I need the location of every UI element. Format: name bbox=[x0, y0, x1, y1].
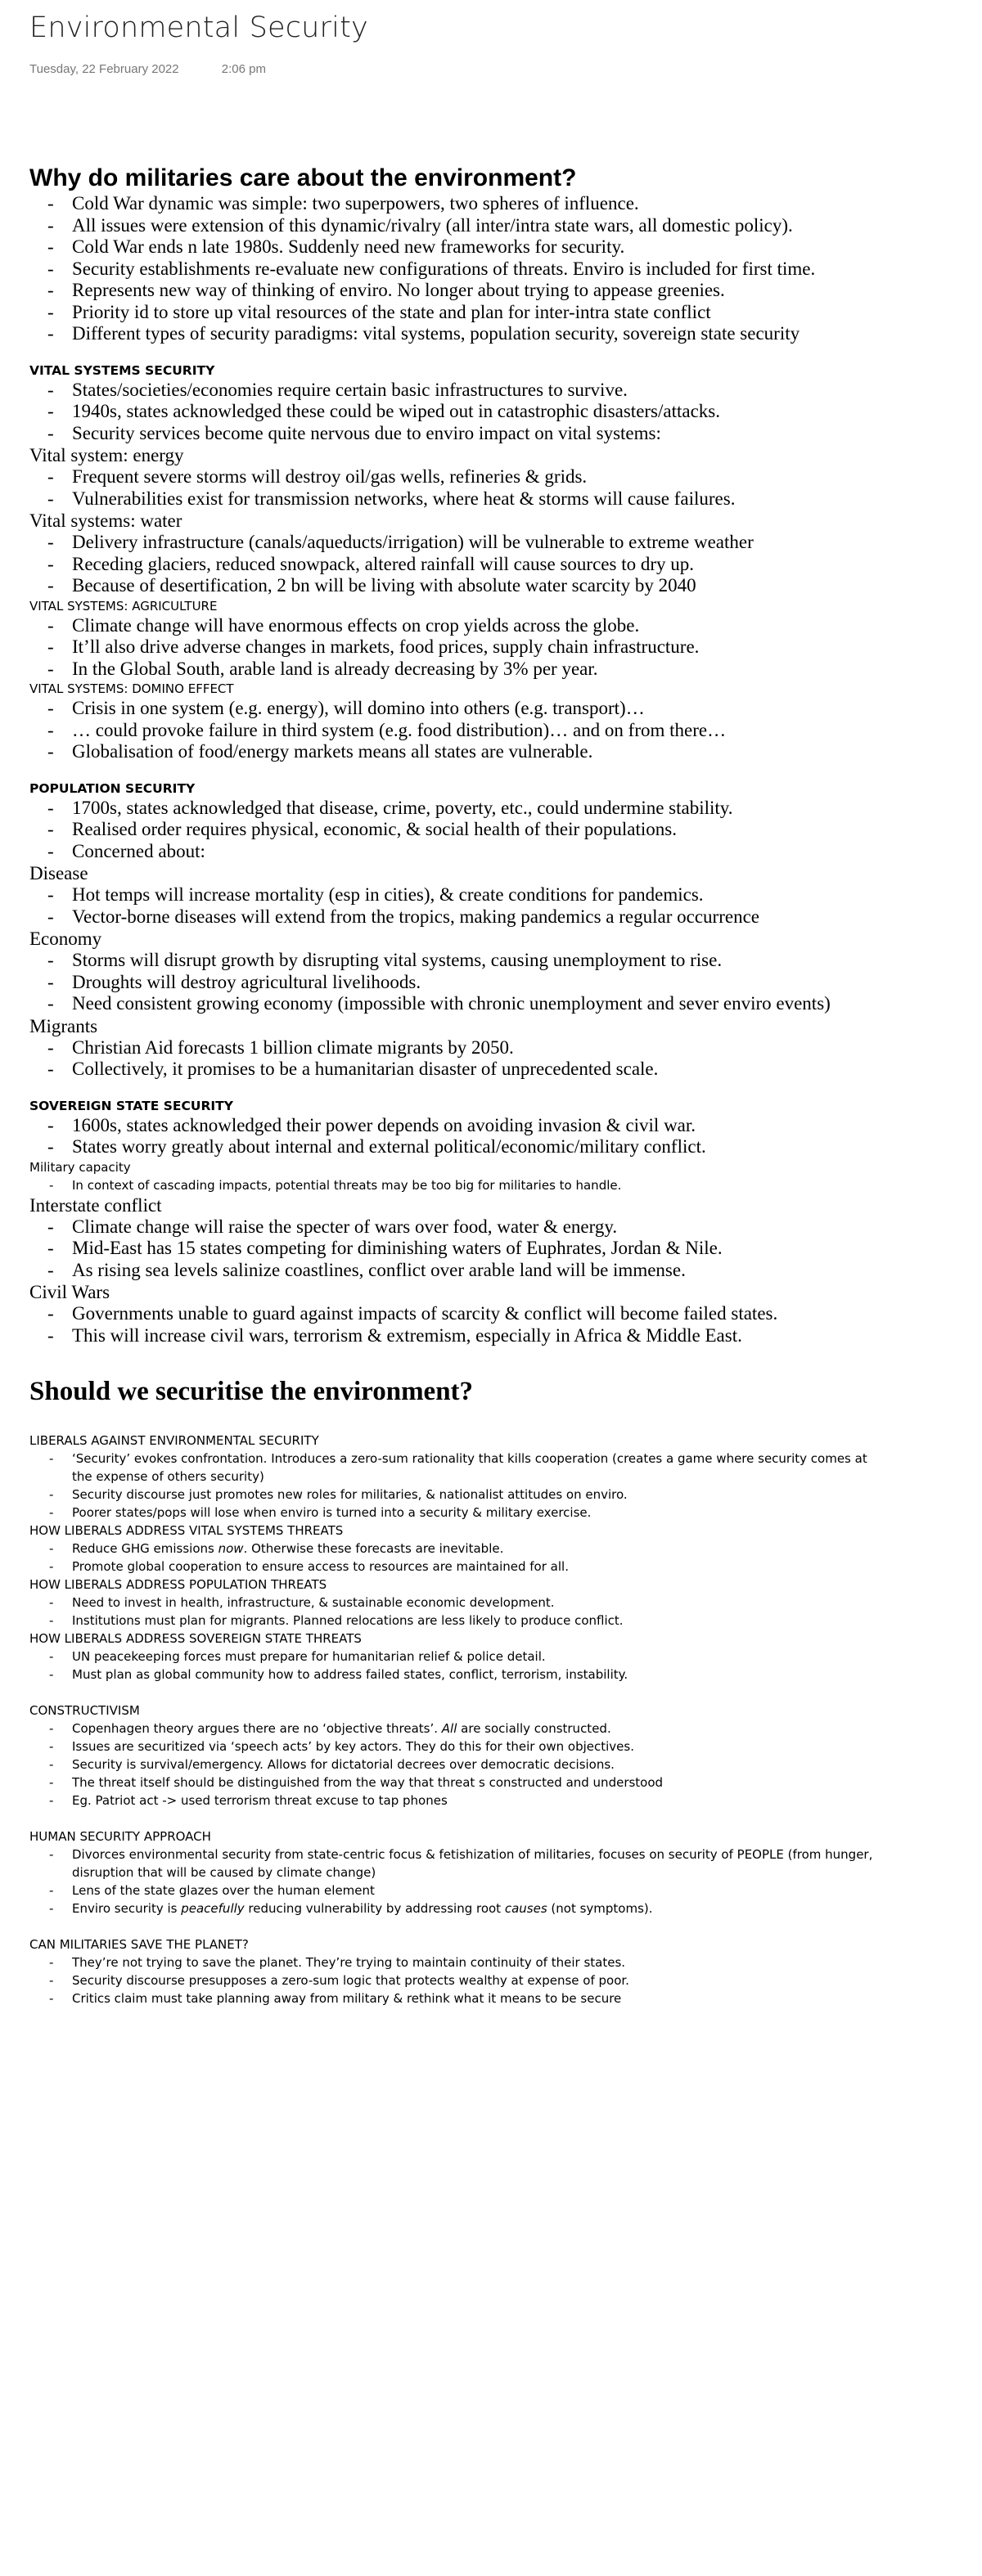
liberals-sovereign-heading: HOW LIBERALS ADDRESS SOVEREIGN STATE THREATS bbox=[29, 1631, 362, 1646]
civil-wars-subheading: Civil Wars bbox=[29, 1282, 110, 1302]
energy-list bbox=[29, 466, 889, 510]
list-item: - Security services become quite nervous due to enviro impact on vital systems: bbox=[29, 423, 889, 445]
liberals-sovereign-list bbox=[29, 1648, 889, 1684]
emphasis-text: peacefully bbox=[181, 1901, 245, 1916]
constructivism-list bbox=[29, 1720, 889, 1809]
economy-list bbox=[29, 950, 889, 1015]
list-item bbox=[29, 1720, 889, 1738]
list-item: - Cold War dynamic was simple: two superpowers, two spheres of influence. bbox=[29, 193, 889, 215]
militaries-planet-list bbox=[29, 1953, 889, 2007]
list-item: - Cold War ends n late 1980s. Suddenly need new frameworks for security. bbox=[29, 236, 889, 258]
list-item: - Critics claim must take planning away from military & rethink what it means to be secure bbox=[29, 1989, 889, 2007]
emphasis-text: causes bbox=[504, 1901, 547, 1916]
emphasis-text: now bbox=[218, 1541, 244, 1556]
emphasis-text: All bbox=[441, 1721, 457, 1736]
migrants-subheading: Migrants bbox=[29, 1015, 98, 1036]
agriculture-subheading: VITAL SYSTEMS: AGRICULTURE bbox=[29, 598, 218, 614]
list-item: - Realised order requires physical, economic, & social health of their populations. bbox=[29, 819, 889, 841]
interstate-subheading: Interstate conflict bbox=[29, 1194, 162, 1216]
liberals-vital-list bbox=[29, 1540, 889, 1576]
list-item: - States/societies/economies require certain basic infrastructures to survive. bbox=[29, 380, 889, 402]
vital-systems-heading: VITAL SYSTEMS SECURITY bbox=[29, 362, 215, 378]
sovereign-list bbox=[29, 1115, 889, 1158]
list-item: - Need consistent growing economy (impossible with chronic unemployment and sever enviro events) bbox=[29, 993, 889, 1015]
list-item: - This will increase civil wars, terrorism & extremism, especially in Africa & Middle East. bbox=[29, 1325, 889, 1347]
interstate-list bbox=[29, 1216, 889, 1282]
liberals-population-list bbox=[29, 1594, 889, 1630]
list-item: - Security establishments re-evaluate new configurations of threats. Enviro is included for first time. bbox=[29, 258, 889, 281]
list-item: - Crisis in one system (e.g. energy), will domino into others (e.g. transport)… bbox=[29, 698, 889, 720]
militaries-list bbox=[29, 193, 889, 345]
note-date: Tuesday, 22 February 2022 bbox=[29, 62, 179, 76]
list-item: - Climate change will have enormous effects on crop yields across the globe. bbox=[29, 615, 889, 637]
list-item: - Storms will disrupt growth by disrupting vital systems, causing unemployment to rise. bbox=[29, 950, 889, 972]
list-item: - 1700s, states acknowledged that disease, crime, poverty, etc., could undermine stability. bbox=[29, 798, 889, 820]
list-item: - Delivery infrastructure (canals/aqueducts/irrigation) will be vulnerable to extreme weather bbox=[29, 532, 889, 554]
list-item: - Vulnerabilities exist for transmission networks, where heat & storms will cause failures. bbox=[29, 488, 889, 510]
list-item: - Must plan as global community how to address failed states, conflict, terrorism, instability. bbox=[29, 1666, 889, 1684]
water-subheading: Vital systems: water bbox=[29, 510, 182, 531]
list-item: - Receding glaciers, reduced snowpack, altered rainfall will cause sources to dry up. bbox=[29, 554, 889, 576]
list-item: - The threat itself should be distinguished from the way that threat s constructed and understood bbox=[29, 1774, 889, 1792]
list-item: - Eg. Patriot act -> used terrorism threat excuse to tap phones bbox=[29, 1792, 889, 1809]
military-capacity-subheading: Military capacity bbox=[29, 1159, 131, 1175]
list-item: - Security is survival/emergency. Allows for dictatorial decrees over democratic decisions. bbox=[29, 1756, 889, 1774]
liberals-vital-heading: HOW LIBERALS ADDRESS VITAL SYSTEMS THREATS bbox=[29, 1523, 344, 1538]
list-item: - Lens of the state glazes over the human element bbox=[29, 1881, 889, 1899]
water-list bbox=[29, 532, 889, 597]
text-run: Enviro security is bbox=[72, 1901, 182, 1916]
list-item: - They’re not trying to save the planet. They’re trying to maintain continuity of their states. bbox=[29, 1953, 889, 1971]
text-run: reducing vulnerability by addressing root bbox=[244, 1901, 505, 1916]
list-item: - Christian Aid forecasts 1 billion climate migrants by 2050. bbox=[29, 1037, 889, 1059]
list-item: - Poorer states/pops will lose when enviro is turned into a security & military exercise. bbox=[29, 1504, 889, 1522]
list-item: - Security discourse presupposes a zero-sum logic that protects wealthy at expense of poor. bbox=[29, 1971, 889, 1989]
militaries-planet-heading: CAN MILITARIES SAVE THE PLANET? bbox=[29, 1937, 249, 1952]
list-item: - Promote global cooperation to ensure access to resources are maintained for all. bbox=[29, 1558, 889, 1576]
list-item: - Concerned about: bbox=[29, 841, 889, 863]
list-item bbox=[29, 1899, 889, 1917]
note-meta bbox=[29, 62, 266, 76]
human-security-list bbox=[29, 1845, 889, 1917]
list-item: - Need to invest in health, infrastructure, & sustainable economic development. bbox=[29, 1594, 889, 1612]
list-item: - … could provoke failure in third system (e.g. food distribution)… and on from there… bbox=[29, 720, 889, 742]
list-item: - UN peacekeeping forces must prepare for humanitarian relief & police detail. bbox=[29, 1648, 889, 1666]
list-item: - Because of desertification, 2 bn will be living with absolute water scarcity by 2040 bbox=[29, 575, 889, 597]
sovereign-security-heading: SOVEREIGN STATE SECURITY bbox=[29, 1098, 233, 1113]
list-item: - Different types of security paradigms: vital systems, population security, sovereign state security bbox=[29, 323, 889, 345]
list-item: - Security discourse just promotes new roles for militaries, & nationalist attitudes on enviro. bbox=[29, 1486, 889, 1504]
population-security-heading: POPULATION SECURITY bbox=[29, 780, 196, 796]
list-item: - ‘Security’ evokes confrontation. Introduces a zero-sum rationality that kills cooperation (creates a game where security comes at the expense of others security) bbox=[29, 1450, 889, 1486]
population-list bbox=[29, 798, 889, 863]
list-item: - Globalisation of food/energy markets means all states are vulnerable. bbox=[29, 741, 889, 763]
list-item: - Hot temps will increase mortality (esp in cities), & create conditions for pandemics. bbox=[29, 884, 889, 906]
list-item: - All issues were extension of this dynamic/rivalry (all inter/intra state wars, all domestic policy). bbox=[29, 215, 889, 237]
list-item: - States worry greatly about internal and external political/economic/military conflict. bbox=[29, 1136, 889, 1158]
section-heading-securitise: Should we securitise the environment? bbox=[29, 1377, 474, 1406]
list-item: - Divorces environmental security from state-centric focus & fetishization of militaries, focuses on security of PEOPLE (from hunger, disruption that will be caused by climate change) bbox=[29, 1845, 889, 1881]
list-item: - Droughts will destroy agricultural livelihoods. bbox=[29, 972, 889, 994]
text-run: Reduce GHG emissions bbox=[72, 1541, 218, 1556]
list-item: - Issues are securitized via ‘speech acts’ by key actors. They do this for their own objectives. bbox=[29, 1738, 889, 1756]
text-run: Copenhagen theory argues there are no ‘objective threats’. bbox=[72, 1721, 442, 1736]
section-heading-militaries: Why do militaries care about the environment? bbox=[29, 164, 577, 191]
list-item: - Institutions must plan for migrants. Planned relocations are less likely to produce conflict. bbox=[29, 1612, 889, 1630]
list-item: - Vector-borne diseases will extend from the tropics, making pandemics a regular occurrence bbox=[29, 906, 889, 928]
list-item: - 1600s, states acknowledged their power depends on avoiding invasion & civil war. bbox=[29, 1115, 889, 1137]
note-time: 2:06 pm bbox=[221, 62, 266, 76]
list-item: - As rising sea levels salinize coastlines, conflict over arable land will be immense. bbox=[29, 1260, 889, 1282]
text-run: are socially constructed. bbox=[457, 1721, 611, 1736]
human-security-heading: HUMAN SECURITY APPROACH bbox=[29, 1829, 211, 1844]
list-item: - Mid-East has 15 states competing for diminishing waters of Euphrates, Jordan & Nile. bbox=[29, 1238, 889, 1260]
text-run: (not symptoms). bbox=[547, 1901, 653, 1916]
liberals-heading: LIBERALS AGAINST ENVIRONMENTAL SECURITY bbox=[29, 1433, 319, 1448]
disease-list bbox=[29, 884, 889, 928]
list-item: - Governments unable to guard against impacts of scarcity & conflict will become failed states. bbox=[29, 1303, 889, 1325]
list-item: - It’ll also drive adverse changes in markets, food prices, supply chain infrastructure. bbox=[29, 636, 889, 659]
list-item: - Frequent severe storms will destroy oil/gas wells, refineries & grids. bbox=[29, 466, 889, 488]
list-item: - In the Global South, arable land is already decreasing by 3% per year. bbox=[29, 659, 889, 681]
liberals-population-heading: HOW LIBERALS ADDRESS POPULATION THREATS bbox=[29, 1577, 327, 1592]
text-run: . Otherwise these forecasts are inevitable. bbox=[243, 1541, 504, 1556]
military-capacity-list bbox=[29, 1176, 889, 1194]
economy-subheading: Economy bbox=[29, 928, 102, 949]
list-item: - Climate change will raise the specter of wars over food, water & energy. bbox=[29, 1216, 889, 1239]
civil-wars-list bbox=[29, 1303, 889, 1346]
disease-subheading: Disease bbox=[29, 863, 88, 883]
list-item: - Priority id to store up vital resources of the state and plan for inter-intra state conflict bbox=[29, 302, 889, 324]
domino-subheading: VITAL SYSTEMS: DOMINO EFFECT bbox=[29, 681, 234, 696]
note-body[interactable] bbox=[29, 164, 889, 2007]
domino-list bbox=[29, 698, 889, 763]
energy-subheading: Vital system: energy bbox=[29, 445, 184, 465]
note-title[interactable]: Environmental Security bbox=[29, 11, 368, 44]
list-item: - Represents new way of thinking of enviro. No longer about trying to appease greenies. bbox=[29, 280, 889, 302]
list-item: - 1940s, states acknowledged these could be wiped out in catastrophic disasters/attacks. bbox=[29, 401, 889, 423]
list-item: - Collectively, it promises to be a humanitarian disaster of unprecedented scale. bbox=[29, 1059, 889, 1081]
agriculture-list bbox=[29, 615, 889, 681]
migrants-list bbox=[29, 1037, 889, 1081]
list-item bbox=[29, 1540, 889, 1558]
list-item: - In context of cascading impacts, potential threats may be too big for militaries to handle. bbox=[29, 1176, 889, 1194]
constructivism-heading: CONSTRUCTIVISM bbox=[29, 1703, 140, 1718]
liberals-list bbox=[29, 1450, 889, 1522]
vital-systems-list bbox=[29, 380, 889, 445]
